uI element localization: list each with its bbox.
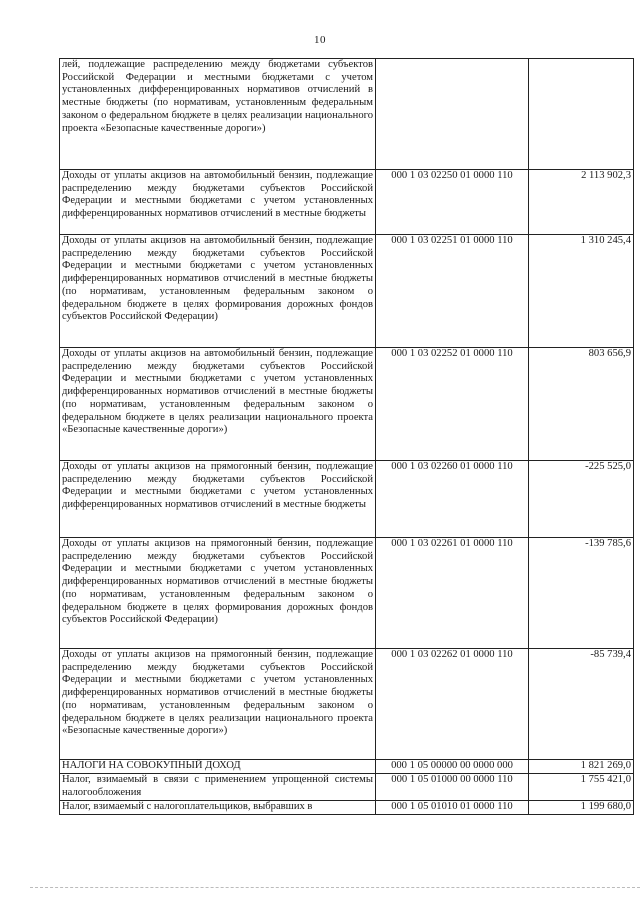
table-row — [60, 760, 634, 774]
page-bottom-rule — [30, 887, 640, 888]
income-description: Доходы от уплаты акцизов на автомобильный бензин, подлежащие распределению между бюджетами субъектов Российской Федерации и местными бюджетами с учетом установленных дифференцированных нормативов отчислений в местные бюджеты — [60, 170, 376, 235]
income-description: лей, подлежащие распределению между бюджетами субъектов Российской Федерации и местными бюджетами с учетом установленных дифференцированных нормативов отчислений в местные бюджеты (по нормативам, установленным федеральным законом о федеральном бюджете в целях реализации национального проекта «Безопасные качественные дороги») — [60, 59, 376, 170]
amount: 1 199 680,0 — [529, 801, 634, 815]
table-row — [60, 170, 634, 235]
table-row — [60, 801, 634, 815]
budget-classification-code: 000 1 05 01010 01 0000 110 — [376, 801, 529, 815]
table-row — [60, 348, 634, 461]
amount: -139 785,6 — [529, 538, 634, 649]
budget-classification-code: 000 1 03 02260 01 0000 110 — [376, 461, 529, 538]
income-description: Налог, взимаемый в связи с применением упрощенной системы налогообложения — [60, 774, 376, 801]
amount: 1 755 421,0 — [529, 774, 634, 801]
budget-classification-code: 000 1 05 00000 00 0000 000 — [376, 760, 529, 774]
table-row — [60, 461, 634, 538]
income-description: Доходы от уплаты акцизов на автомобильный бензин, подлежащие распределению между бюджетами субъектов Российской Федерации и местными бюджетами с учетом установленных дифференцированных нормативов отчислений в местные бюджеты (по нормативам, установленным федеральным законом о федеральном бюджете в целях реализации национального проекта «Безопасные качественные дороги») — [60, 348, 376, 461]
table-row — [60, 774, 634, 801]
income-description: Налог, взимаемый с налогоплательщиков, выбравших в — [60, 801, 376, 815]
table-row — [60, 59, 634, 170]
amount — [529, 59, 634, 170]
amount: 1 821 269,0 — [529, 760, 634, 774]
budget-classification-code: 000 1 03 02250 01 0000 110 — [376, 170, 529, 235]
income-description: Доходы от уплаты акцизов на автомобильный бензин, подлежащие распределению между бюджетами субъектов Российской Федерации и местными бюджетами с учетом установленных дифференцированных нормативов отчислений в местные бюджеты (по нормативам, установленным федеральным законом о федеральном бюджете в целях формирования дорожных фондов субъектов Российской Федерации) — [60, 235, 376, 348]
budget-classification-code: 000 1 03 02262 01 0000 110 — [376, 649, 529, 760]
income-description: Доходы от уплаты акцизов на прямогонный бензин, подлежащие распределению между бюджетами субъектов Российской Федерации и местными бюджетами с учетом установленных дифференцированных нормативов отчислений в местные бюджеты (по нормативам, установленным федеральным законом о федеральном бюджете в целях формирования дорожных фондов субъектов Российской Федерации) — [60, 538, 376, 649]
amount: 2 113 902,3 — [529, 170, 634, 235]
income-description: Доходы от уплаты акцизов на прямогонный бензин, подлежащие распределению между бюджетами субъектов Российской Федерации и местными бюджетами с учетом установленных дифференцированных нормативов отчислений в местные бюджеты (по нормативам, установленным федеральным законом о федеральном бюджете в целях реализации национального проекта «Безопасные качественные дороги») — [60, 649, 376, 760]
budget-classification-code: 000 1 03 02251 01 0000 110 — [376, 235, 529, 348]
income-description: НАЛОГИ НА СОВОКУПНЫЙ ДОХОД — [60, 760, 376, 774]
budget-classification-code — [376, 59, 529, 170]
budget-classification-code: 000 1 05 01000 00 0000 110 — [376, 774, 529, 801]
revenue-table — [59, 58, 634, 815]
income-description: Доходы от уплаты акцизов на прямогонный бензин, подлежащие распределению между бюджетами субъектов Российской Федерации и местными бюджетами с учетом установленных дифференцированных нормативов отчислений в местные бюджеты — [60, 461, 376, 538]
table-row — [60, 538, 634, 649]
budget-classification-code: 000 1 03 02261 01 0000 110 — [376, 538, 529, 649]
table-row — [60, 235, 634, 348]
page-number: 10 — [314, 34, 326, 46]
budget-classification-code: 000 1 03 02252 01 0000 110 — [376, 348, 529, 461]
amount: 803 656,9 — [529, 348, 634, 461]
amount: -225 525,0 — [529, 461, 634, 538]
amount: -85 739,4 — [529, 649, 634, 760]
amount: 1 310 245,4 — [529, 235, 634, 348]
table-row — [60, 649, 634, 760]
